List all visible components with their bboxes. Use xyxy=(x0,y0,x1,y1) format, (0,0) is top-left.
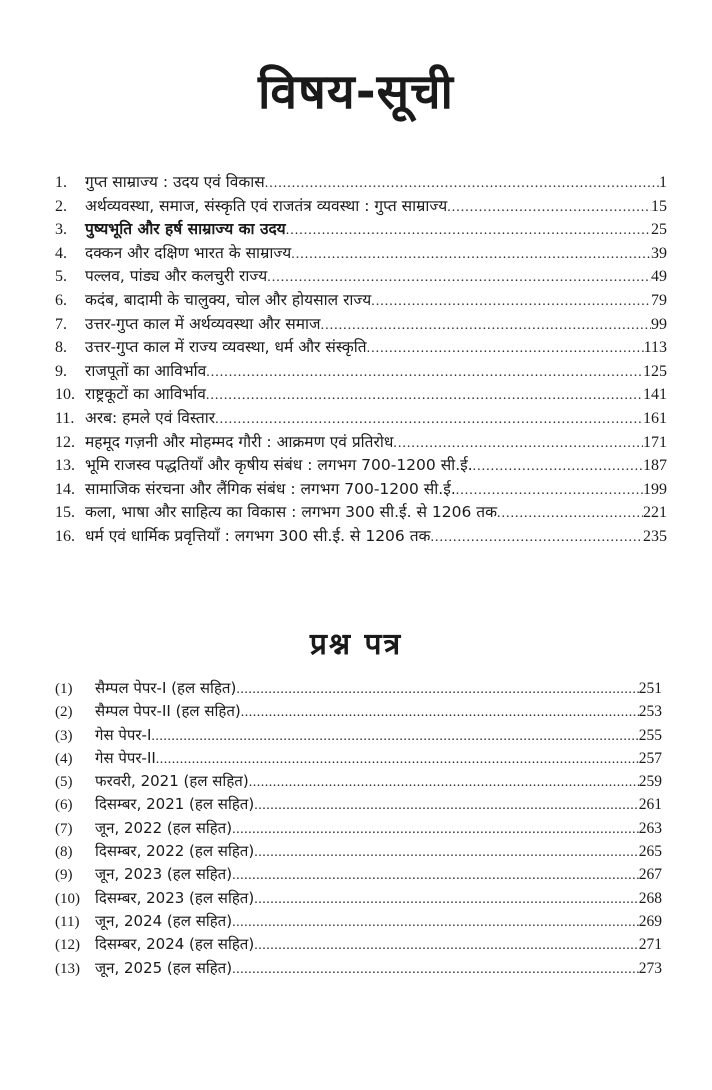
dot-leader xyxy=(241,705,639,721)
dot-leader xyxy=(236,682,638,698)
entry-page: 79 xyxy=(651,291,667,309)
toc-entry[interactable] xyxy=(55,312,667,336)
paper-number: (7) xyxy=(55,820,73,837)
dot-leader xyxy=(321,318,651,334)
entry-title: पुष्यभूति और हर्ष साम्राज्य का उदय xyxy=(85,220,286,239)
paper-title: सैम्पल पेपर-II (हल सहित) xyxy=(95,702,241,721)
dot-leader xyxy=(254,798,639,814)
paper-number: (3) xyxy=(55,727,73,744)
entry-title: कदंब, बादामी के चालुक्य, चोल और होयसाल राज्य xyxy=(85,290,372,309)
paper-entry[interactable] xyxy=(55,888,662,911)
paper-entry[interactable] xyxy=(55,841,662,864)
paper-number: (11) xyxy=(55,913,80,930)
entry-page: 39 xyxy=(651,244,667,262)
paper-page: 268 xyxy=(638,889,662,907)
toc-entry[interactable] xyxy=(55,264,667,288)
entry-page: 125 xyxy=(643,362,667,380)
entry-title: गुप्त साम्राज्य : उदय एवं विकास xyxy=(85,173,265,191)
paper-entry[interactable] xyxy=(55,958,662,981)
entry-page: 1 xyxy=(659,174,667,191)
paper-title: दिसम्बर, 2021 (हल सहित) xyxy=(95,795,255,814)
entry-page: 113 xyxy=(643,339,667,357)
entry-page: 187 xyxy=(643,457,667,475)
dot-leader xyxy=(206,365,643,381)
entry-page: 49 xyxy=(651,268,667,286)
entry-page: 221 xyxy=(643,504,667,522)
entry-number: 11. xyxy=(55,409,75,427)
dot-leader xyxy=(393,436,643,452)
entry-title: भूमि राजस्व पद्धतियाँ और कृषीय संबंध : लगभग 700-1200 सी.ई. xyxy=(85,456,473,475)
entry-title: उत्तर-गुप्त काल में राज्य व्यवस्था, धर्म और संस्कृति xyxy=(85,338,367,357)
dot-leader xyxy=(456,483,643,499)
paper-page: 273 xyxy=(638,959,662,977)
dot-leader xyxy=(232,868,639,884)
entry-title: अरब: हमले एवं विस्तार xyxy=(85,408,216,427)
dot-leader xyxy=(371,294,651,310)
paper-title: जून, 2023 (हल सहित) xyxy=(95,865,233,884)
paper-page: 271 xyxy=(638,936,662,954)
toc-entry[interactable] xyxy=(55,335,667,359)
entry-page: 15 xyxy=(651,197,667,215)
toc-entry[interactable] xyxy=(55,477,667,501)
dot-leader xyxy=(232,915,639,931)
paper-page: 265 xyxy=(638,843,662,861)
entry-number: 1. xyxy=(55,174,67,191)
paper-number: (1) xyxy=(55,681,73,697)
paper-entry[interactable] xyxy=(55,864,662,887)
entry-number: 6. xyxy=(55,291,67,309)
dot-leader xyxy=(249,775,639,791)
entry-number: 16. xyxy=(55,527,75,545)
paper-entry[interactable] xyxy=(55,725,662,748)
paper-title: दिसम्बर, 2023 (हल सहित) xyxy=(95,888,255,907)
paper-number: (2) xyxy=(55,704,73,721)
toc-entry[interactable] xyxy=(55,500,667,524)
paper-title: जून, 2022 (हल सहित) xyxy=(95,818,233,837)
dot-leader xyxy=(430,530,643,546)
dot-leader xyxy=(156,752,639,768)
paper-title: दिसम्बर, 2024 (हल सहित) xyxy=(95,935,255,954)
paper-page: 269 xyxy=(638,912,662,930)
paper-page: 253 xyxy=(638,703,662,721)
toc-entry[interactable] xyxy=(55,170,667,194)
dot-leader xyxy=(265,176,659,192)
paper-entry[interactable] xyxy=(55,934,662,957)
paper-title: गेस पेपर-II xyxy=(95,748,156,767)
entry-number: 9. xyxy=(55,362,67,380)
paper-page: 255 xyxy=(638,726,662,744)
dot-leader xyxy=(267,270,651,286)
entry-title: महमूद गज़नी और मोहम्मद गौरी : आक्रमण एवं प्रतिरोध xyxy=(85,432,394,451)
entry-title: दक्कन और दक्षिण भारत के साम्राज्य xyxy=(85,243,292,262)
toc-entry[interactable] xyxy=(55,453,667,477)
dot-leader xyxy=(232,962,639,978)
entry-title: राष्ट्रकूटों का आविर्भाव xyxy=(85,385,206,404)
paper-number: (13) xyxy=(55,960,80,977)
entry-number: 14. xyxy=(55,480,75,498)
paper-number: (8) xyxy=(55,844,73,861)
paper-title: सैम्पल पेपर-I (हल सहित) xyxy=(95,679,237,697)
paper-page: 251 xyxy=(638,680,662,697)
entry-title: राजपूतों का आविर्भाव xyxy=(85,361,207,380)
entry-number: 8. xyxy=(55,339,67,357)
page-title: विषय-सूची xyxy=(258,64,454,120)
entry-number: 13. xyxy=(55,457,75,475)
dot-leader xyxy=(232,822,639,838)
toc-entry[interactable] xyxy=(55,382,667,406)
entry-number: 5. xyxy=(55,268,67,286)
dot-leader xyxy=(291,247,651,263)
paper-number: (4) xyxy=(55,750,73,767)
paper-number: (10) xyxy=(55,890,80,907)
dot-leader xyxy=(254,845,639,861)
entry-page: 99 xyxy=(651,315,667,333)
entry-title: पल्लव, पांड्य और कलचुरी राज्य xyxy=(85,267,268,286)
entry-page: 199 xyxy=(643,480,667,498)
paper-page: 267 xyxy=(638,866,662,884)
entry-page: 25 xyxy=(651,221,667,239)
entry-page: 141 xyxy=(643,386,667,404)
paper-title: जून, 2025 (हल सहित) xyxy=(95,958,233,977)
entry-number: 12. xyxy=(55,433,75,451)
paper-page: 257 xyxy=(638,749,662,767)
dot-leader xyxy=(367,341,644,357)
dot-leader xyxy=(473,459,643,475)
entry-title: उत्तर-गुप्त काल में अर्थव्यवस्था और समाज xyxy=(85,314,321,333)
dot-leader xyxy=(447,200,651,216)
toc-entry[interactable] xyxy=(55,406,667,430)
toc-entry[interactable] xyxy=(55,194,667,218)
entry-title: धर्म एवं धार्मिक प्रवृत्तियाँ : लगभग 300 सी.ई. से 1206 तक xyxy=(85,526,431,545)
entry-number: 7. xyxy=(55,315,67,333)
entry-page: 171 xyxy=(643,433,667,451)
entry-title: अर्थव्यवस्था, समाज, संस्कृति एवं राजतंत्र व्यवस्था : गुप्त साम्राज्य xyxy=(85,196,448,215)
paper-title: फरवरी, 2021 (हल सहित) xyxy=(95,772,249,791)
paper-page: 259 xyxy=(638,773,662,791)
entry-title: कला, भाषा और साहित्य का विकास : लगभग 300 सी.ई. से 1206 तक xyxy=(85,503,498,522)
paper-number: (12) xyxy=(55,937,80,954)
paper-title: दिसम्बर, 2022 (हल सहित) xyxy=(95,842,255,861)
entry-page: 161 xyxy=(643,409,667,427)
entry-number: 4. xyxy=(55,244,67,262)
paper-number: (9) xyxy=(55,867,73,884)
paper-entry[interactable] xyxy=(55,701,662,724)
paper-entry[interactable] xyxy=(55,794,662,817)
paper-page: 261 xyxy=(638,796,662,814)
paper-entry[interactable] xyxy=(55,678,662,701)
paper-entry[interactable] xyxy=(55,818,662,841)
paper-title: गेस पेपर-I xyxy=(95,725,152,744)
toc-entry[interactable] xyxy=(55,217,667,241)
paper-title: जून, 2024 (हल सहित) xyxy=(95,911,233,930)
papers-list xyxy=(55,678,662,981)
toc-entry[interactable] xyxy=(55,359,667,383)
dot-leader xyxy=(497,506,643,522)
entry-page: 235 xyxy=(643,527,667,545)
toc-entry[interactable] xyxy=(55,430,667,454)
entry-number: 2. xyxy=(55,197,67,215)
paper-page: 263 xyxy=(638,819,662,837)
toc-entry[interactable] xyxy=(55,241,667,265)
dot-leader xyxy=(254,892,639,908)
dot-leader xyxy=(254,938,639,954)
entry-title: सामाजिक संरचना और लैंगिक संबंध : लगभग 700-1200 सी.ई. xyxy=(85,479,456,498)
dot-leader xyxy=(286,223,651,239)
dot-leader xyxy=(215,412,643,428)
paper-number: (6) xyxy=(55,797,73,814)
dot-leader xyxy=(206,388,643,404)
toc-entry[interactable] xyxy=(55,524,667,548)
contents-list xyxy=(55,170,667,548)
entry-number: 3. xyxy=(55,221,67,239)
paper-entry[interactable] xyxy=(55,771,662,794)
paper-entry[interactable] xyxy=(55,748,662,771)
paper-number: (5) xyxy=(55,774,73,791)
entry-number: 15. xyxy=(55,504,75,522)
toc-entry[interactable] xyxy=(55,288,667,312)
papers-section-title: प्रश्न पत्र xyxy=(309,627,403,662)
paper-entry[interactable] xyxy=(55,911,662,934)
entry-number: 10. xyxy=(55,386,75,404)
dot-leader xyxy=(151,729,638,745)
